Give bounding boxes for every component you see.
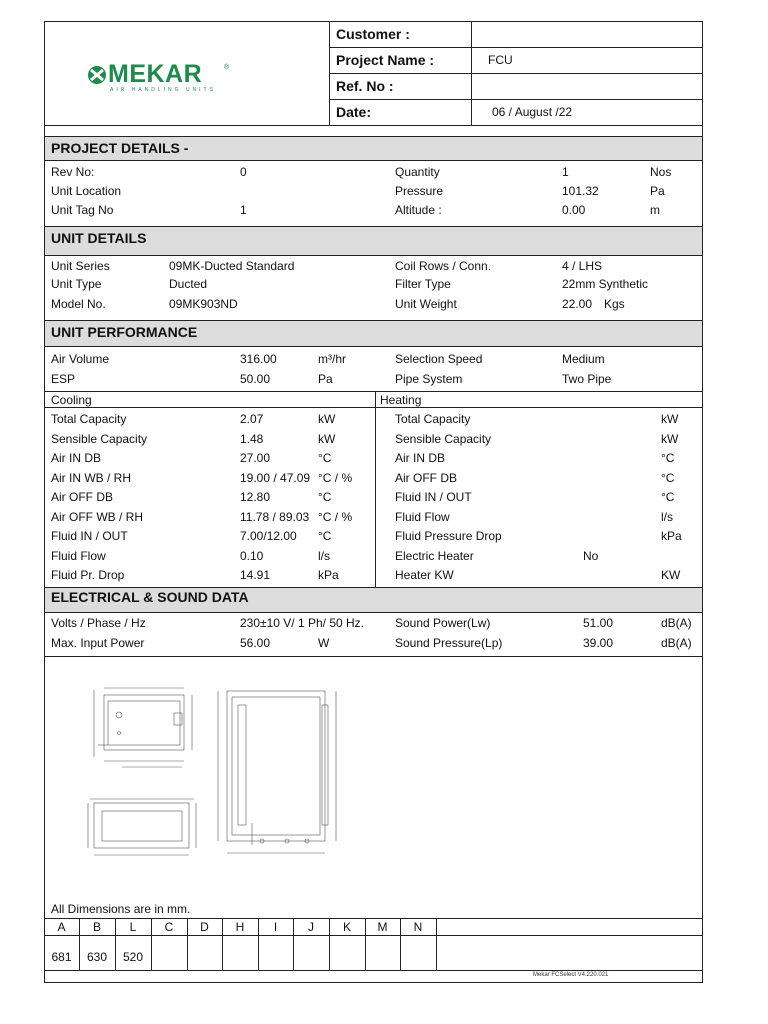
heating-row-label: Electric Heater (395, 549, 474, 563)
altitude-unit: m (650, 203, 660, 217)
pressure-label: Pressure (395, 184, 444, 198)
divider (44, 612, 703, 613)
divider (44, 346, 703, 347)
dimensions-note: All Dimensions are in mm. (51, 902, 191, 916)
heating-row-label: Sensible Capacity (395, 432, 492, 446)
electrical-sound-title: ELECTRICAL & SOUND DATA (51, 589, 249, 605)
unit-weight-value: 22.00 (562, 297, 593, 311)
model-no-label: Model No. (51, 297, 106, 311)
heating-row-unit: KW (661, 568, 681, 582)
quantity-unit: Nos (650, 165, 672, 179)
max-input-power-label: Max. Input Power (51, 636, 145, 650)
coil-rows-label: Coil Rows / Conn. (395, 259, 492, 273)
cooling-row-value: 11.78 / 89.03 (240, 510, 310, 524)
cooling-row-value: 0.10 (240, 549, 264, 563)
divider (44, 407, 703, 408)
altitude-value: 0.00 (562, 203, 586, 217)
volts-label: Volts / Phase / Hz (51, 616, 146, 630)
divider (44, 160, 703, 161)
dimension-value: 630 (86, 950, 108, 964)
header-row-line (329, 47, 703, 48)
unit-weight-unit: Kgs (604, 297, 625, 311)
filter-type-label: Filter Type (395, 277, 451, 291)
dimension-header: J (308, 920, 314, 934)
cooling-row-label: Air OFF DB (51, 490, 113, 504)
esp-label: ESP (51, 372, 76, 386)
heating-row-value: No (583, 549, 599, 563)
cooling-row-unit: kW (318, 432, 336, 446)
cooling-row-value: 1.48 (240, 432, 264, 446)
logo-subtitle: AIR HANDLING UNITS (110, 87, 216, 93)
selection-speed-value: Medium (562, 352, 605, 366)
cooling-row-value: 2.07 (240, 412, 264, 426)
quantity-label: Quantity (395, 165, 440, 179)
air-volume-label: Air Volume (51, 352, 110, 366)
heating-row-unit: °C (661, 451, 675, 465)
cooling-row-value: 19.00 / 47.09 (240, 471, 311, 485)
registered-mark: ® (224, 64, 230, 71)
sound-power-unit: dB(A) (661, 616, 692, 630)
filter-type-value: 22mm Synthetic (562, 277, 649, 291)
sound-pressure-unit: dB(A) (661, 636, 692, 650)
cooling-row-unit: kPa (318, 568, 339, 582)
dimension-header: K (342, 920, 351, 934)
cooling-row-unit: °C (318, 529, 332, 543)
air-volume-unit: m³/hr (318, 352, 346, 366)
dimension-header: M (377, 920, 388, 934)
cooling-row-label: Fluid Flow (51, 549, 106, 563)
dimension-header: D (200, 920, 209, 934)
max-input-power-unit: W (318, 636, 330, 650)
divider (44, 255, 703, 256)
air-volume-value: 316.00 (240, 352, 277, 366)
cooling-heating-divider (375, 391, 376, 587)
divider (44, 918, 703, 919)
model-no-value: 09MK903ND (169, 297, 238, 311)
logo-mark-icon (86, 65, 108, 85)
dimension-header: C (164, 920, 174, 934)
header-row-line (329, 73, 703, 74)
quantity-value: 1 (562, 165, 569, 179)
cooling-row-unit: l/s (318, 549, 330, 563)
cooling-row-value: 7.00/12.00 (240, 529, 297, 543)
pressure-value: 101.32 (562, 184, 599, 198)
heating-row-label: Heater KW (395, 568, 454, 582)
sound-pressure-label: Sound Pressure(Lp) (395, 636, 503, 650)
heating-row-label: Fluid Flow (395, 510, 450, 524)
cooling-row-label: Total Capacity (51, 412, 127, 426)
heating-row-unit: l/s (661, 510, 673, 524)
selection-speed-label: Selection Speed (395, 352, 483, 366)
unit-location-label: Unit Location (51, 184, 122, 198)
unit-type-label: Unit Type (51, 277, 102, 291)
cooling-row-unit: °C (318, 490, 332, 504)
heating-row-unit: °C (661, 490, 675, 504)
dimension-header: A (57, 920, 66, 934)
cooling-title: Cooling (51, 393, 92, 407)
date-value: 06 / August /22 (492, 105, 573, 119)
project-name-label: Project Name : (336, 52, 435, 68)
heating-title: Heating (380, 393, 422, 407)
heating-row-label: Air IN DB (395, 451, 446, 465)
esp-value: 50.00 (240, 372, 271, 386)
cooling-row-label: Fluid Pr. Drop (51, 568, 125, 582)
cooling-row-unit: kW (318, 412, 336, 426)
cooling-row-value: 12.80 (240, 490, 271, 504)
unit-tag-label: Unit Tag No (51, 203, 114, 217)
pressure-unit: Pa (650, 184, 665, 198)
pipe-system-label: Pipe System (395, 372, 463, 386)
rev-value: 0 (240, 165, 247, 179)
pipe-system-value: Two Pipe (562, 372, 612, 386)
max-input-power-value: 56.00 (240, 636, 271, 650)
sound-power-value: 51.00 (583, 616, 614, 630)
esp-unit: Pa (318, 372, 333, 386)
unit-type-value: Ducted (169, 277, 208, 291)
project-name-value: FCU (488, 53, 513, 67)
customer-label: Customer : (336, 26, 410, 42)
logo-text: MEKAR (108, 60, 203, 88)
heating-row-unit: kPa (661, 529, 682, 543)
header-row-line (329, 99, 703, 100)
unit-details-title: UNIT DETAILS (51, 230, 147, 246)
divider (44, 935, 703, 936)
sound-power-label: Sound Power(Lw) (395, 616, 491, 630)
heating-row-unit: kW (661, 412, 679, 426)
cooling-row-unit: °C / % (318, 471, 353, 485)
company-logo (86, 60, 236, 97)
dimension-header: B (92, 920, 101, 934)
heating-row-unit: °C (661, 471, 675, 485)
divider (44, 970, 703, 971)
dimension-header: L (129, 920, 137, 934)
cooling-row-unit: °C / % (318, 510, 353, 524)
header-bottom-line (44, 125, 703, 126)
cooling-row-value: 14.91 (240, 568, 271, 582)
heating-row-label: Total Capacity (395, 412, 471, 426)
dimension-header: N (413, 920, 423, 934)
ref-no-label: Ref. No : (336, 78, 394, 94)
unit-dimension-drawing (82, 675, 357, 865)
heating-row-label: Fluid Pressure Drop (395, 529, 502, 543)
divider (44, 656, 703, 657)
cooling-row-value: 27.00 (240, 451, 271, 465)
software-version: Mekar FCSelect V4.220.021 (533, 972, 609, 978)
dimension-value: 520 (122, 950, 144, 964)
cooling-row-unit: °C (318, 451, 332, 465)
sound-pressure-value: 39.00 (583, 636, 614, 650)
divider (44, 391, 703, 392)
heating-row-label: Fluid IN / OUT (395, 490, 472, 504)
dimension-column-line (436, 918, 437, 970)
project-details-title: PROJECT DETAILS - (51, 140, 189, 156)
unit-performance-title: UNIT PERFORMANCE (51, 324, 198, 340)
coil-rows-value: 4 / LHS (562, 259, 603, 273)
dimension-header: H (235, 920, 245, 934)
unit-weight-label: Unit Weight (395, 297, 457, 311)
unit-tag-value: 1 (240, 203, 247, 217)
cooling-row-label: Air IN DB (51, 451, 102, 465)
dimension-value: 681 (51, 950, 72, 964)
unit-series-value: 09MK-Ducted Standard (169, 259, 295, 273)
dimension-header: I (273, 920, 278, 934)
cooling-row-label: Sensible Capacity (51, 432, 148, 446)
cooling-row-label: Fluid IN / OUT (51, 529, 128, 543)
cooling-row-label: Air OFF WB / RH (51, 510, 143, 524)
heating-row-unit: kW (661, 432, 679, 446)
heating-row-label: Air OFF DB (395, 471, 457, 485)
volts-value: 230±10 V/ 1 Ph/ 50 Hz. (240, 616, 364, 630)
unit-series-label: Unit Series (51, 259, 110, 273)
cooling-row-label: Air IN WB / RH (51, 471, 131, 485)
date-label: Date: (336, 104, 372, 120)
altitude-label: Altitude : (395, 203, 442, 217)
rev-label: Rev No: (51, 165, 95, 179)
